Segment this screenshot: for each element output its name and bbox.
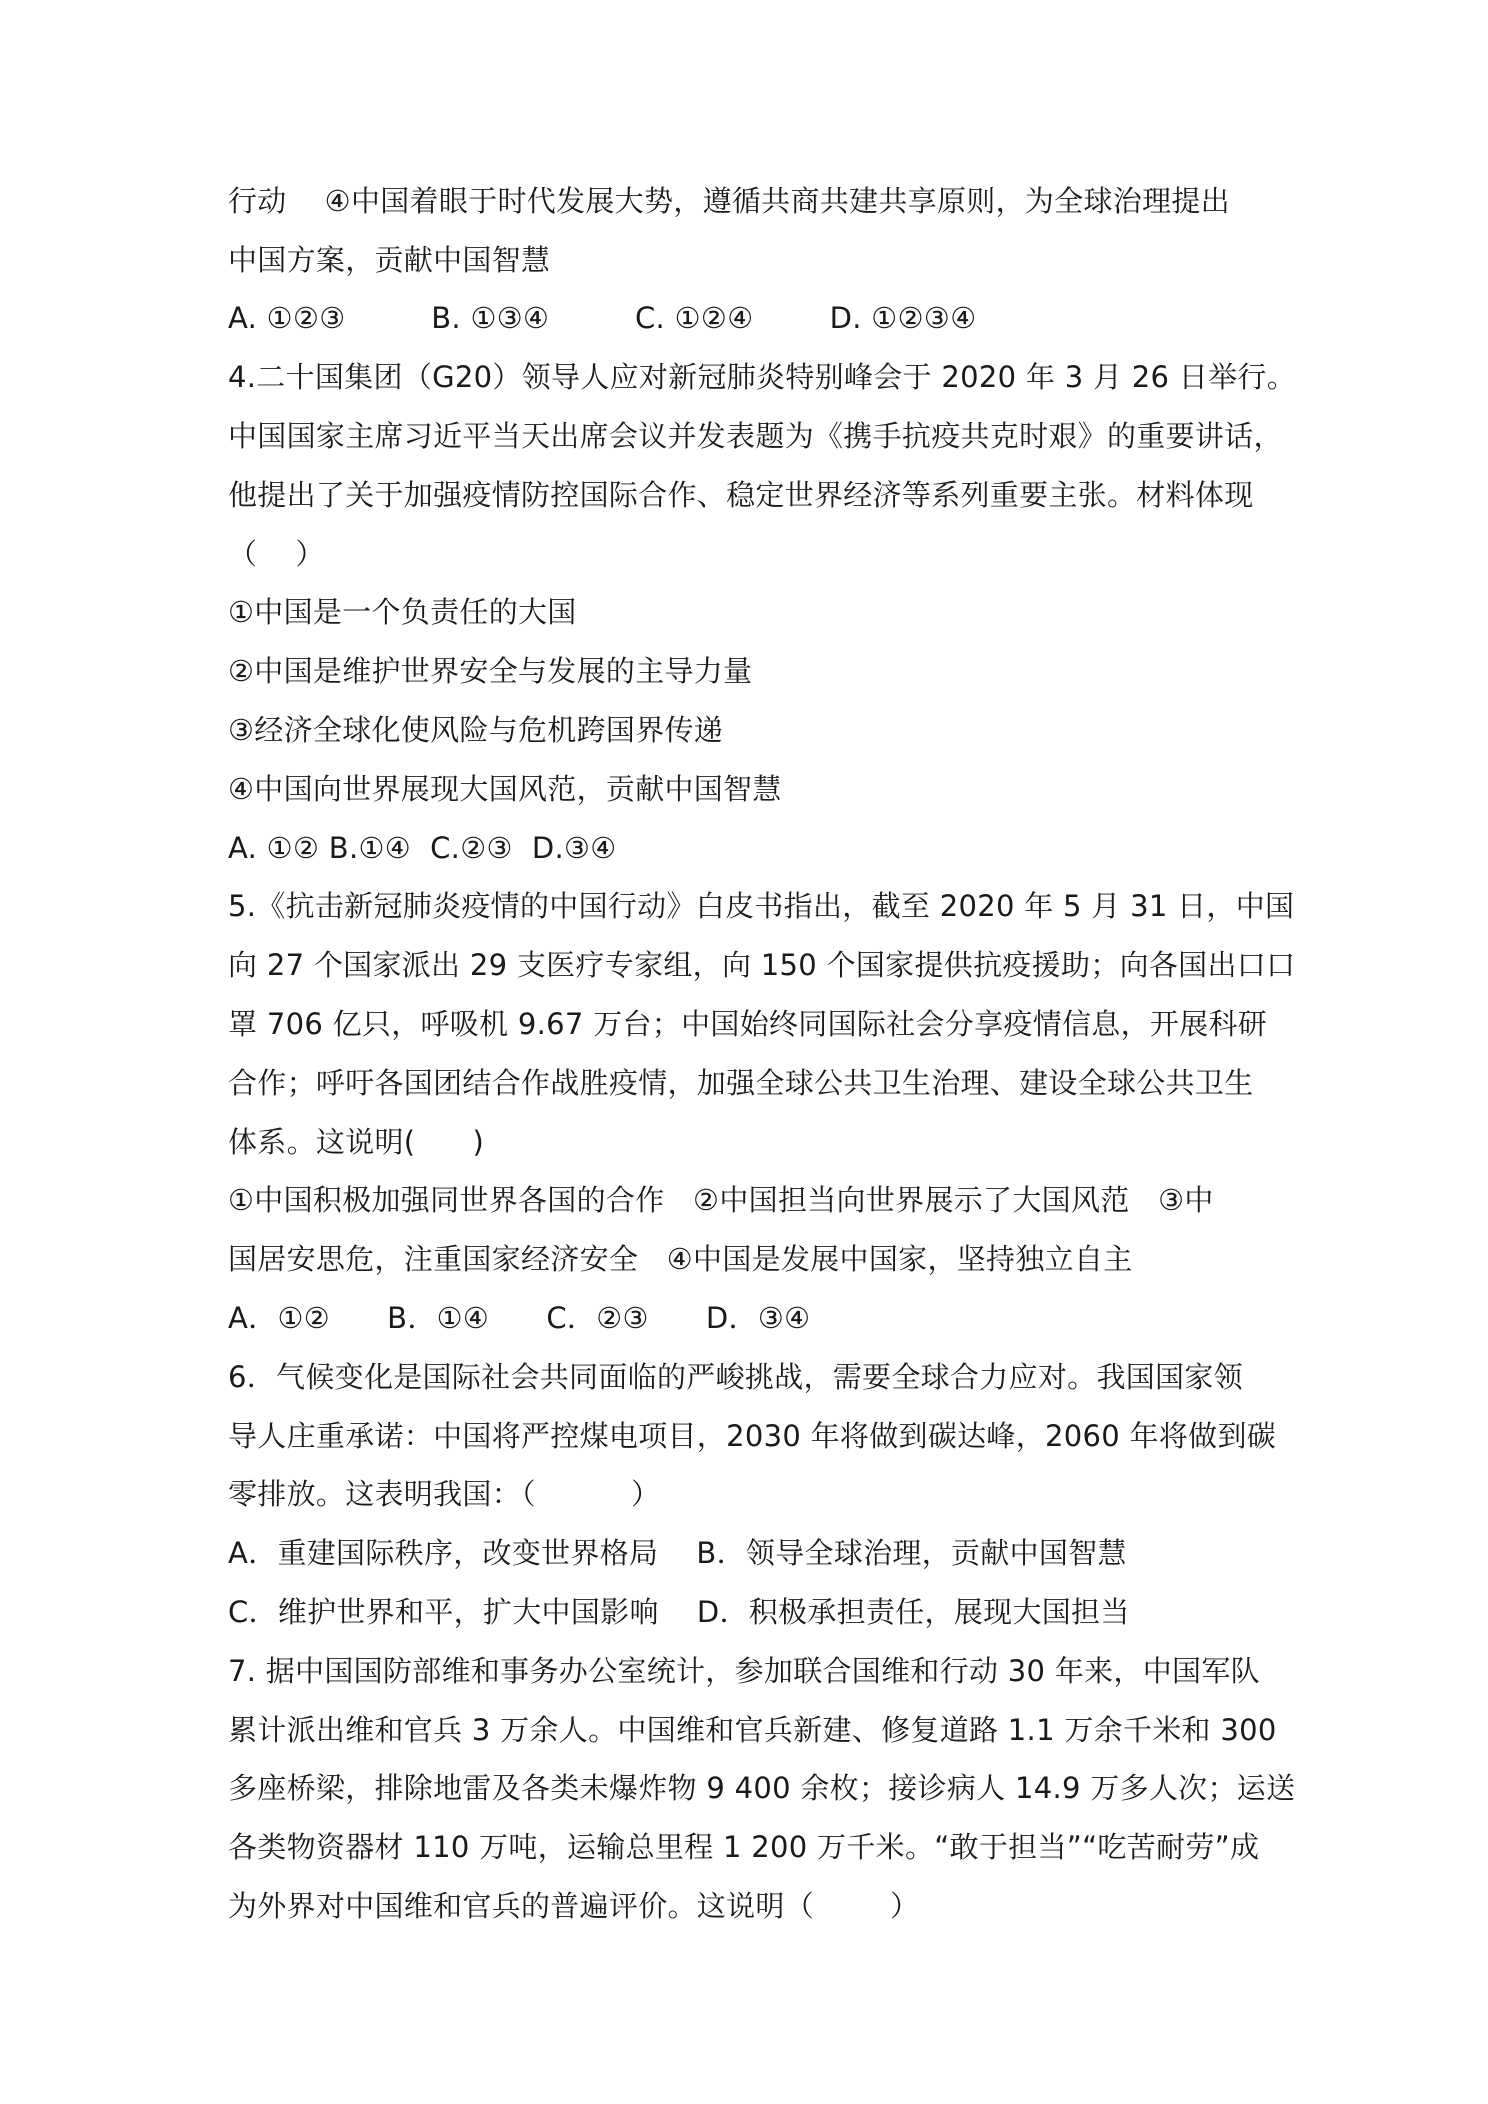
statement-3: ③经济全球化使风险与危机跨国界传递: [228, 713, 724, 747]
text-line: 体系。这说明( ): [228, 1125, 485, 1159]
answer-blank: （ ）: [228, 537, 325, 571]
question-4-text: 4.二十国集团（G20）领导人应对新冠肺炎特别峰会于 2020 年 3 月 26 日举行。: [228, 360, 1297, 394]
statements-q5: ①中国积极加强同世界各国的合作 ②中国担当向世界展示了大国风范 ③中: [228, 1183, 1214, 1217]
text-line: 多座桥梁，排除地雷及各类未爆炸物 9 400 余枚；接诊病人 14.9 万多人次；运送: [228, 1771, 1296, 1805]
text-line: 国居安思危，注重国家经济安全 ④中国是发展中国家，坚持独立自主: [228, 1242, 1133, 1276]
text-line: 导人庄重承诺：中国将严控煤电项目，2030 年将做到碳达峰，2060 年将做到碳: [228, 1419, 1277, 1453]
question-6-text: 6．气候变化是国际社会共同面临的严峻挑战，需要全球合力应对。我国国家领: [228, 1360, 1243, 1394]
answer-options-q4: A. ①② B.①④ C.②③ D.③④: [228, 831, 617, 865]
statement-1: ①中国是一个负责任的大国: [228, 595, 577, 629]
text-line: 他提出了关于加强疫情防控国际合作、稳定世界经济等系列重要主张。材料体现: [228, 478, 1254, 512]
question-7-text: 7. 据中国国防部维和事务办公室统计，参加联合国维和行动 30 年来，中国军队: [228, 1654, 1260, 1688]
answer-options-q5: A．①② B．①④ C．②③ D．③④: [228, 1301, 811, 1335]
text-line: 合作；呼吁各国团结合作战胜疫情，加强全球公共卫生治理、建设全球公共卫生: [228, 1066, 1254, 1100]
question-5-text: 5.《抗击新冠肺炎疫情的中国行动》白皮书指出，截至 2020 年 5 月 31 日，中国: [228, 889, 1295, 923]
answer-options-q3: A. ①②③ B. ①③④ C. ①②④ D. ①②③④: [228, 301, 977, 335]
text-line: 罩 706 亿只，呼吸机 9.67 万台；中国始终同国际社会分享疫情信息，开展科研: [228, 1007, 1268, 1041]
answer-options-q6-ab: A．重建国际秩序，改变世界格局 B．领导全球治理，贡献中国智慧: [228, 1536, 1127, 1570]
text-line: 各类物资器材 110 万吨，运输总里程 1 200 万千米。“敢于担当”“吃苦耐劳”成: [228, 1830, 1260, 1864]
text-line: 中国国家主席习近平当天出席会议并发表题为《携手抗疫共克时艰》的重要讲话，: [228, 419, 1283, 453]
answer-options-q6-cd: C．维护世界和平，扩大中国影响 D．积极承担责任，展现大国担当: [228, 1595, 1130, 1629]
statement-2: ②中国是维护世界安全与发展的主导力量: [228, 654, 753, 688]
text-line: 向 27 个国家派出 29 支医疗专家组，向 150 个国家提供抗疫援助；向各国出口口: [228, 948, 1296, 982]
text-line: 行动 ④中国着眼于时代发展大势，遵循共商共建共享原则，为全球治理提出: [228, 184, 1230, 218]
text-line: 为外界对中国维和官兵的普遍评价。这说明（ ）: [228, 1889, 920, 1923]
statement-4: ④中国向世界展现大国风范，贡献中国智慧: [228, 772, 782, 806]
text-line: 中国方案，贡献中国智慧: [228, 243, 551, 277]
text-line: 累计派出维和官兵 3 万余人。中国维和官兵新建、修复道路 1.1 万余千米和 300: [228, 1713, 1277, 1747]
text-line: 零排放。这表明我国：（ ）: [228, 1477, 661, 1511]
